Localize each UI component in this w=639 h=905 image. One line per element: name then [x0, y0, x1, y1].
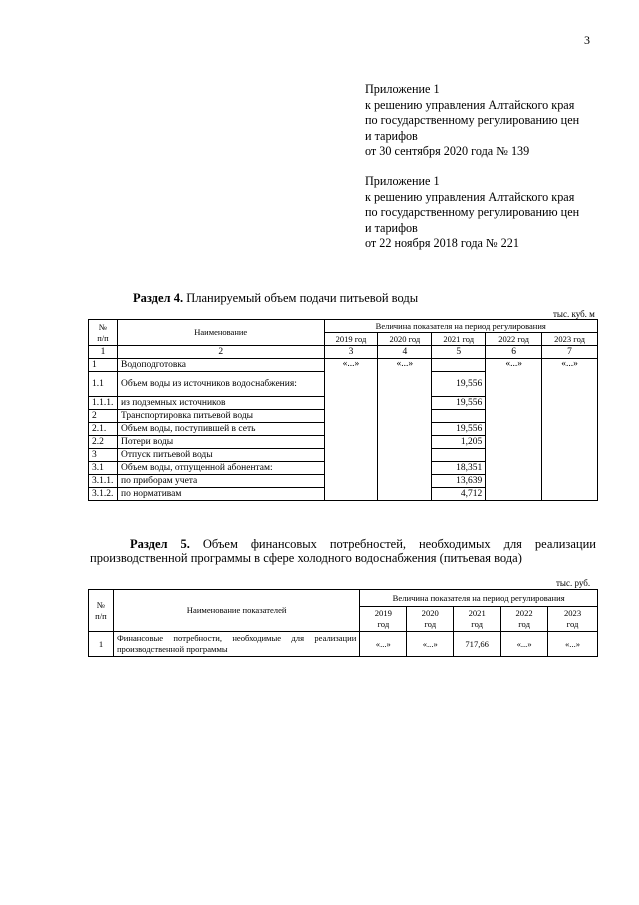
value-2019: «...»: [360, 632, 407, 657]
header-year-2022: 2022 год: [486, 333, 542, 346]
value-2021: 19,556: [432, 397, 486, 410]
row-num: 1: [89, 359, 118, 372]
row-num: 2: [89, 410, 118, 423]
section-4-unit: тыс. куб. м: [553, 309, 595, 319]
value-2021: 717,66: [454, 632, 501, 657]
value-2020: «...»: [378, 359, 432, 501]
value-2023: «...»: [542, 359, 598, 501]
value-2019: «...»: [324, 359, 378, 501]
appendix-heading-original: Приложение 1 к решению управления Алтайского края по государственному регулированию цен и тарифов от 22 ноября 2018 года № 221: [365, 174, 580, 250]
appendix-heading-current: Приложение 1 к решению управления Алтайского края по государственному регулированию цен и тарифов от 30 сентября 2020 года № 139: [365, 82, 580, 158]
value-2021: [432, 449, 486, 462]
section-4-title-text: Планируемый объем подачи питьевой воды: [183, 291, 419, 305]
row-name: Объем воды из источников водоснабжения:: [117, 372, 324, 397]
row-name: Водоподготовка: [117, 359, 324, 372]
section-5-title-text: Объем финансовых потребностей, необходимых для реализации производственной программы в сфере холодного водоснабжения (питьевая вода): [90, 537, 596, 565]
row-num: 1: [89, 632, 114, 657]
table-row: [89, 359, 598, 372]
section-4-title-bold: Раздел 4.: [133, 291, 184, 305]
header-year-2023: 2023 год: [542, 333, 598, 346]
value-2021: 19,556: [432, 423, 486, 436]
index-cell: 2: [117, 346, 324, 359]
row-num: 2.2: [89, 436, 118, 449]
value-2021: [432, 359, 486, 372]
value-2021: 18,351: [432, 462, 486, 475]
header-year-2021: 2021 год: [432, 333, 486, 346]
header-year-2022: 2022 год: [501, 607, 548, 632]
index-cell: 7: [542, 346, 598, 359]
header-year-2019: 2019 год: [324, 333, 378, 346]
row-name: Отпуск питьевой воды: [117, 449, 324, 462]
header-year-2020: 2020 год: [378, 333, 432, 346]
index-cell: 5: [432, 346, 486, 359]
row-num: 2.1.: [89, 423, 118, 436]
section-5-title-bold: Раздел 5.: [130, 537, 190, 551]
table-row: [89, 632, 598, 657]
header-name: Наименование: [117, 320, 324, 346]
row-name: Потери воды: [117, 436, 324, 449]
row-num: 1.1: [89, 372, 118, 397]
section-5-title: [90, 537, 596, 565]
row-name: по нормативам: [117, 488, 324, 501]
row-name: Финансовые потребности, необходимые для реализации производственной программы: [113, 632, 359, 657]
index-cell: 3: [324, 346, 378, 359]
row-name: по приборам учета: [117, 475, 324, 488]
header-num: № п/п: [89, 320, 118, 346]
value-2023: «...»: [548, 632, 598, 657]
row-num: 3.1.2.: [89, 488, 118, 501]
header-year-2020: 2020 год: [407, 607, 454, 632]
page-number: 3: [584, 33, 590, 47]
row-name: Объем воды, поступившей в сеть: [117, 423, 324, 436]
row-name: Объем воды, отпущенной абонентам:: [117, 462, 324, 475]
value-2021: 19,556: [432, 372, 486, 397]
value-2021: 13,639: [432, 475, 486, 488]
row-num: 1.1.1.: [89, 397, 118, 410]
value-2021: 1,205: [432, 436, 486, 449]
row-name: Транспортировка питьевой воды: [117, 410, 324, 423]
header-period: Величина показателя на период регулирования: [324, 320, 598, 333]
value-2022: «...»: [486, 359, 542, 501]
header-period: Величина показателя на период регулирования: [360, 590, 598, 607]
value-2020: «...»: [407, 632, 454, 657]
value-2022: «...»: [501, 632, 548, 657]
row-num: 3.1: [89, 462, 118, 475]
index-cell: 6: [486, 346, 542, 359]
row-num: 3.1.1.: [89, 475, 118, 488]
section-4-title: [133, 291, 418, 306]
row-name: из подземных источников: [117, 397, 324, 410]
value-2021: 4,712: [432, 488, 486, 501]
header-year-2019: 2019 год: [360, 607, 407, 632]
section-4-table: [88, 319, 598, 501]
value-2021: [432, 410, 486, 423]
header-year-2023: 2023 год: [548, 607, 598, 632]
header-num: № п/п: [89, 590, 114, 632]
header-name: Наименование показателей: [113, 590, 359, 632]
row-num: 3: [89, 449, 118, 462]
section-5-unit: тыс. руб.: [556, 578, 591, 588]
header-year-2021: 2021 год: [454, 607, 501, 632]
index-cell: 1: [89, 346, 118, 359]
section-5-table: [88, 589, 598, 657]
index-cell: 4: [378, 346, 432, 359]
